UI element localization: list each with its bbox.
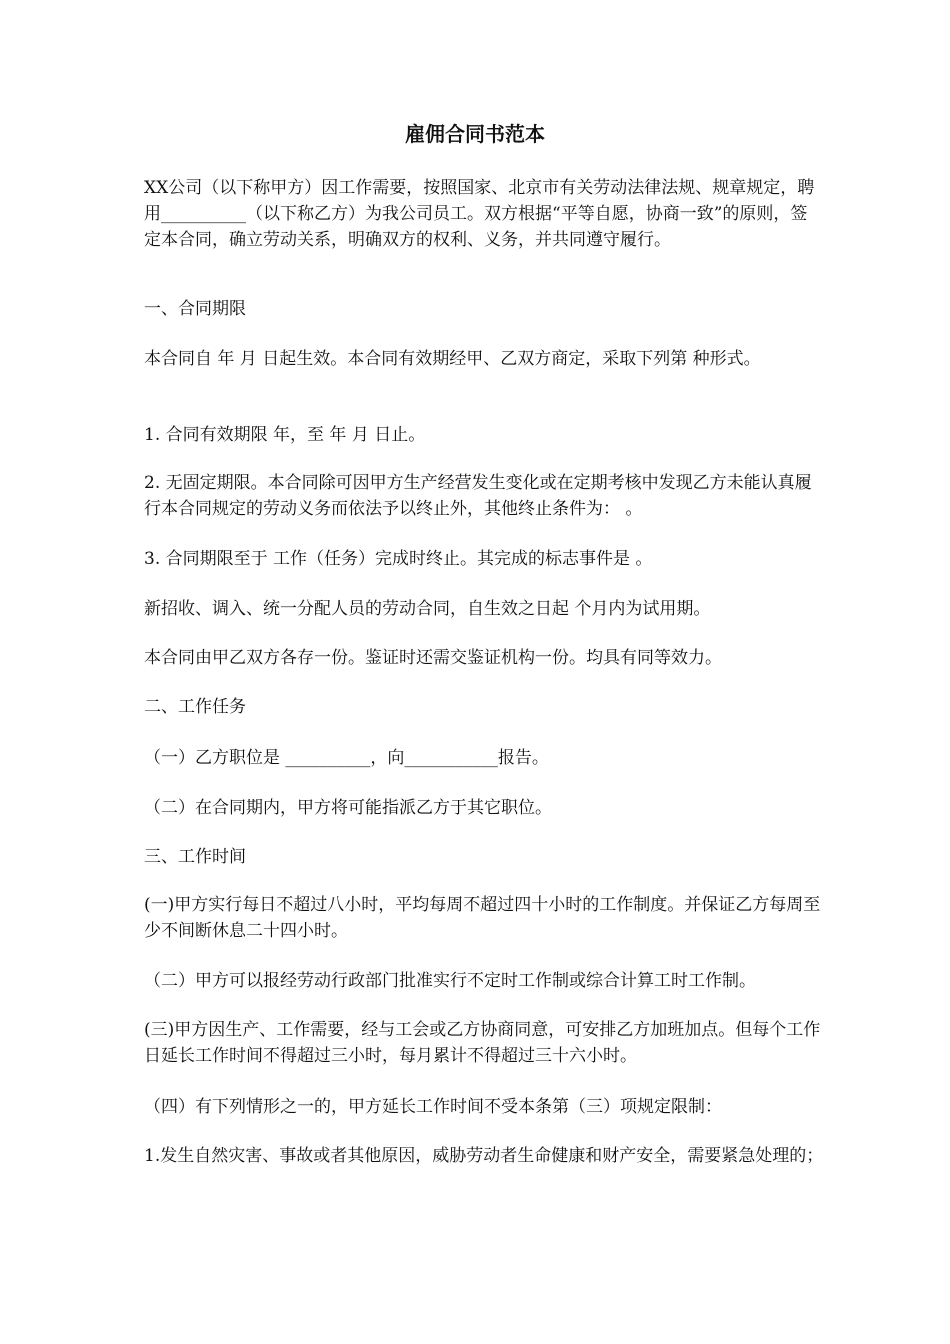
section-heading-contract-term: 一、合同期限 (144, 299, 246, 319)
intro-paragraph: XX公司（以下称甲方）因工作需要，按照国家、北京市有关劳动法律法规、规章规定，聘用__________（以下称乙方）为我公司员工。双方根据“平等自愿，协商一致”的原则，签定本合同，确立劳动关系，明确双方的权利、义务，并共同遵守履行。 (144, 178, 815, 250)
section-heading-work-tasks: 二、工作任务 (144, 697, 246, 717)
paragraph-effective-date: 本合同自 年 月 日起生效。本合同有效期经甲、乙双方商定，采取下列第 种形式。 (144, 349, 761, 369)
paragraph-term-option-2: 2. 无固定期限。本合同除可因甲方生产经营发生变化或在定期考核中发现乙方未能认真履行本合同规定的劳动义务而依法予以终止外，其他终止条件为： 。 (144, 473, 812, 519)
paragraph-hours-2: （二）甲方可以报经劳动行政部门批准实行不定时工作制或综合计算工时工作制。 (144, 971, 756, 991)
section-heading-working-hours: 三、工作时间 (144, 847, 246, 867)
paragraph-copies: 本合同由甲乙双方各存一份。鉴证时还需交鉴证机构一份。均具有同等效力。 (144, 648, 722, 668)
paragraph-hours-4-item-1: 1.发生自然灾害、事故或者其他原因，威胁劳动者生命健康和财产安全，需要紧急处理的； (144, 1146, 824, 1166)
paragraph-position: （一）乙方职位是 __________，向___________报告。 (144, 748, 549, 768)
paragraph-hours-1: (一)甲方实行每日不超过八小时，平均每周不超过四十小时的工作制度。并保证乙方每周至少不间断休息二十四小时。 (144, 895, 821, 941)
paragraph-hours-4: （四）有下列情形之一的，甲方延长工作时间不受本条第（三）项规定限制： (144, 1097, 722, 1117)
paragraph-probation: 新招收、调入、统一分配人员的劳动合同，自生效之日起 个月内为试用期。 (144, 599, 711, 619)
paragraph-hours-3: (三)甲方因生产、工作需要，经与工会或乙方协商同意，可安排乙方加班加点。但每个工作日延长工作时间不得超过三小时，每月累计不得超过三十六小时。 (144, 1020, 821, 1066)
paragraph-term-option-1: 1. 合同有效期限 年，至 年 月 日止。 (144, 425, 426, 445)
paragraph-reassignment: （二）在合同期内，甲方将可能指派乙方于其它职位。 (144, 798, 552, 818)
document-title: 雇佣合同书范本 (405, 122, 545, 146)
paragraph-term-option-3: 3. 合同期限至于 工作（任务）完成时终止。其完成的标志事件是 。 (144, 549, 653, 569)
